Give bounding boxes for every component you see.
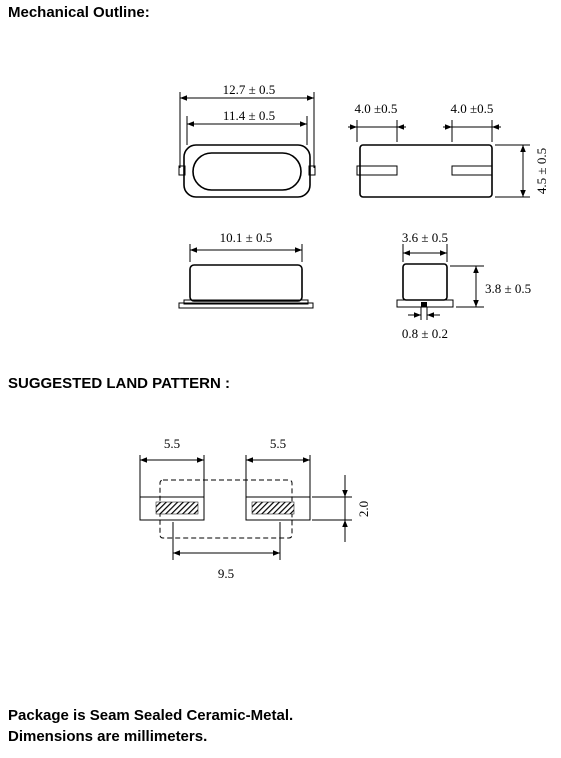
- end-view: [348, 120, 530, 197]
- land-pattern-heading: SUGGESTED LAND PATTERN :: [8, 375, 230, 392]
- side-view-body: [403, 264, 447, 300]
- pad-spacing-label: 9.5: [217, 566, 235, 581]
- overall-length-label: 12.7 ± 0.5: [222, 82, 276, 97]
- pad-length-left-label: 5.5: [163, 436, 181, 451]
- top-length-label: 10.1 ± 0.5: [219, 230, 273, 245]
- pad-width-label: 2.0: [356, 500, 371, 518]
- lead-width-right-label: 4.0 ±0.5: [450, 101, 494, 116]
- pad-length-right-label: 5.5: [269, 436, 287, 451]
- front-view-body: [190, 265, 302, 301]
- end-view-body: [360, 145, 492, 197]
- notes-block: [8, 705, 293, 747]
- body-width-label: 4.5 ± 0.5: [534, 147, 549, 195]
- left-lead-footprint: [156, 502, 198, 514]
- land-pattern-drawing: [140, 455, 352, 560]
- crystal-lid-outline: [193, 153, 301, 190]
- lead-thickness-label: 0.8 ± 0.2: [401, 326, 449, 341]
- left-lead: [357, 166, 397, 175]
- side-view: [397, 244, 484, 320]
- note-package: Package is Seam Sealed Ceramic-Metal.: [8, 707, 294, 724]
- lead-width-left-label: 4.0 ±0.5: [354, 101, 398, 116]
- top-width-label: 3.6 ± 0.5: [401, 230, 449, 245]
- body-length-label: 11.4 ± 0.5: [222, 108, 276, 123]
- side-view-lead: [421, 302, 427, 307]
- right-lead-footprint: [252, 502, 294, 514]
- note-units: Dimensions are millimeters.: [8, 728, 208, 745]
- height-label: 3.8 ± 0.5: [485, 281, 532, 296]
- front-view: [179, 244, 313, 308]
- right-lead: [452, 166, 492, 175]
- mechanical-outline-heading: Mechanical Outline:: [8, 4, 150, 21]
